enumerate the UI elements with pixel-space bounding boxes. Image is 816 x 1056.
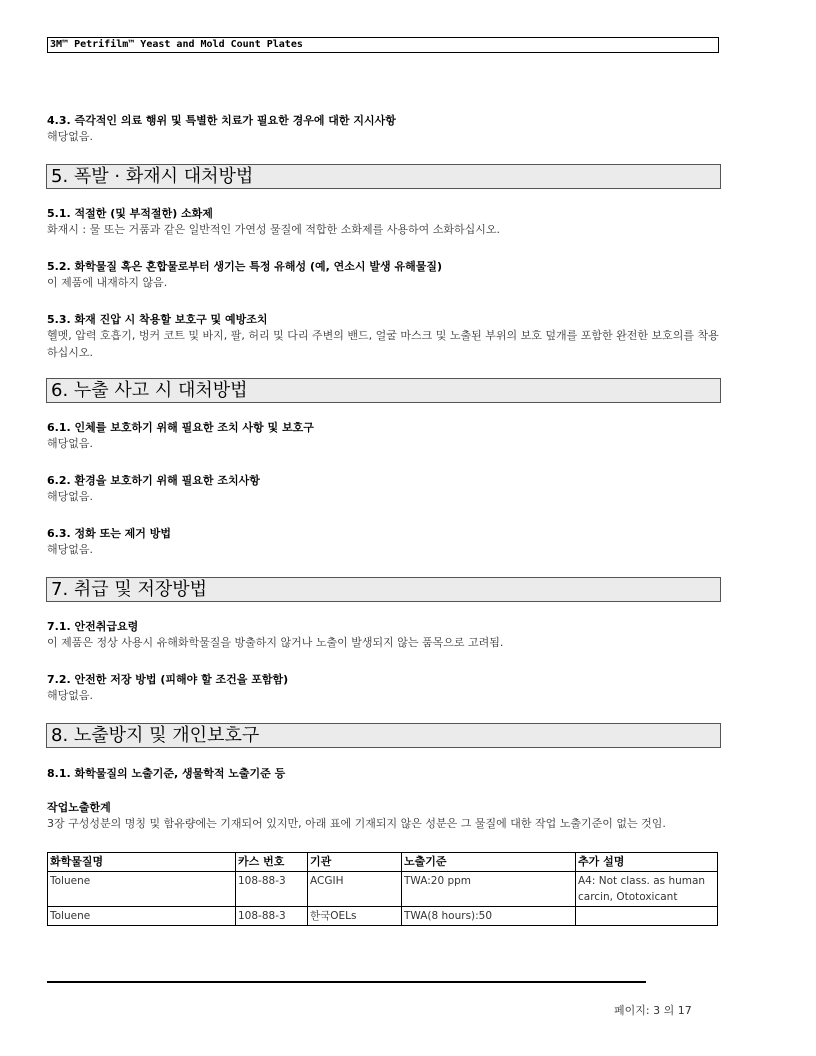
footer-rule: [47, 981, 646, 983]
column-header: 추가 설명: [576, 853, 718, 872]
table-cell: Toluene: [48, 872, 236, 907]
table-cell: ACGIH: [308, 872, 402, 907]
section-6-2-text: 해당없음.: [47, 490, 94, 503]
section-6-3-heading: 6.3. 정화 또는 제거 방법: [47, 527, 171, 540]
table-row: [48, 907, 718, 926]
section-7-2-text: 해당없음.: [47, 689, 94, 702]
table-cell: 108-88-3: [236, 872, 308, 907]
section-5-1-text: 화재시 : 물 또는 거품과 같은 일반적인 가연성 물질에 적합한 소화제를 사용하여 소화하십시오.: [47, 223, 500, 236]
section-7-1-text: 이 제품은 정상 사용시 유해화학물질을 방출하지 않거나 노출이 발생되지 않는 품목으로 고려됨.: [47, 636, 504, 649]
table-cell: 108-88-3: [236, 907, 308, 926]
table-header-row: [48, 853, 718, 872]
table-row: [48, 872, 718, 907]
section-6-1-heading: 6.1. 인체를 보호하기 위해 필요한 조치 사항 및 보호구: [47, 421, 314, 434]
section-7-1-heading: 7.1. 안전취급요령: [47, 620, 139, 633]
section-6-1-text: 해당없음.: [47, 437, 94, 450]
table-cell: [576, 907, 718, 926]
table-cell: TWA(8 hours):50: [402, 907, 576, 926]
column-header: 화학물질명: [48, 853, 236, 872]
table-cell: 한국OELs: [308, 907, 402, 926]
oel-heading: 작업노출한계: [47, 801, 111, 814]
section-5-2-heading: 5.2. 화학물질 혹은 혼합물로부터 생기는 특정 유해성 (예, 연소시 발생 유해물질): [47, 260, 442, 273]
table-cell: Toluene: [48, 907, 236, 926]
section-5-3-heading: 5.3. 화재 진압 시 착용할 보호구 및 예방조치: [47, 313, 268, 326]
oel-text: 3장 구성성분의 명칭 및 함유량에는 기재되어 있지만, 아래 표에 기재되지 않은 성분은 그 물질에 대한 작업 노출기준이 없는 것임.: [47, 817, 666, 830]
section-7-2-heading: 7.2. 안전한 저장 방법 (피해야 할 조건을 포함함): [47, 673, 289, 686]
page-number: 페이지: 3 의 17: [614, 1004, 692, 1017]
section-6-title: 6. 누출 사고 시 대처방법: [46, 378, 721, 403]
document-header: 3M™ Petrifilm™ Yeast and Mold Count Plates: [47, 37, 719, 53]
section-8-1-heading: 8.1. 화학물질의 노출기준, 생물학적 노출기준 등: [47, 767, 286, 780]
column-header: 카스 번호: [236, 853, 308, 872]
section-8-title: 8. 노출방지 및 개인보호구: [46, 723, 721, 748]
section-4-3-heading: 4.3. 즉각적인 의료 행위 및 특별한 치료가 필요한 경우에 대한 지시사항: [47, 114, 396, 127]
column-header: 노출기준: [402, 853, 576, 872]
column-header: 기관: [308, 853, 402, 872]
section-4-3-text: 해당없음.: [47, 130, 94, 143]
section-6-2-heading: 6.2. 환경을 보호하기 위해 필요한 조치사항: [47, 474, 260, 487]
section-7-title: 7. 취급 및 저장방법: [46, 577, 721, 602]
exposure-limits-table: [47, 852, 718, 926]
section-5-3-text: 헬멧, 압력 호흡기, 벙커 코트 및 바지, 팔, 허리 및 다리 주변의 밴드, 얼굴 마스크 및 노출된 부위의 보호 덮개를 포함한 완전한 보호의를 착용하십시오.: [47, 329, 719, 359]
section-5-1-heading: 5.1. 적절한 (및 부적절한) 소화제: [47, 207, 213, 220]
table-cell: A4: Not class. as human carcin, Ototoxicant: [576, 872, 718, 907]
section-5-title: 5. 폭발 · 화재시 대처방법: [46, 164, 721, 189]
section-6-3-text: 해당없음.: [47, 543, 94, 556]
section-5-2-text: 이 제품에 내재하지 않음.: [47, 276, 168, 289]
table-cell: TWA:20 ppm: [402, 872, 576, 907]
